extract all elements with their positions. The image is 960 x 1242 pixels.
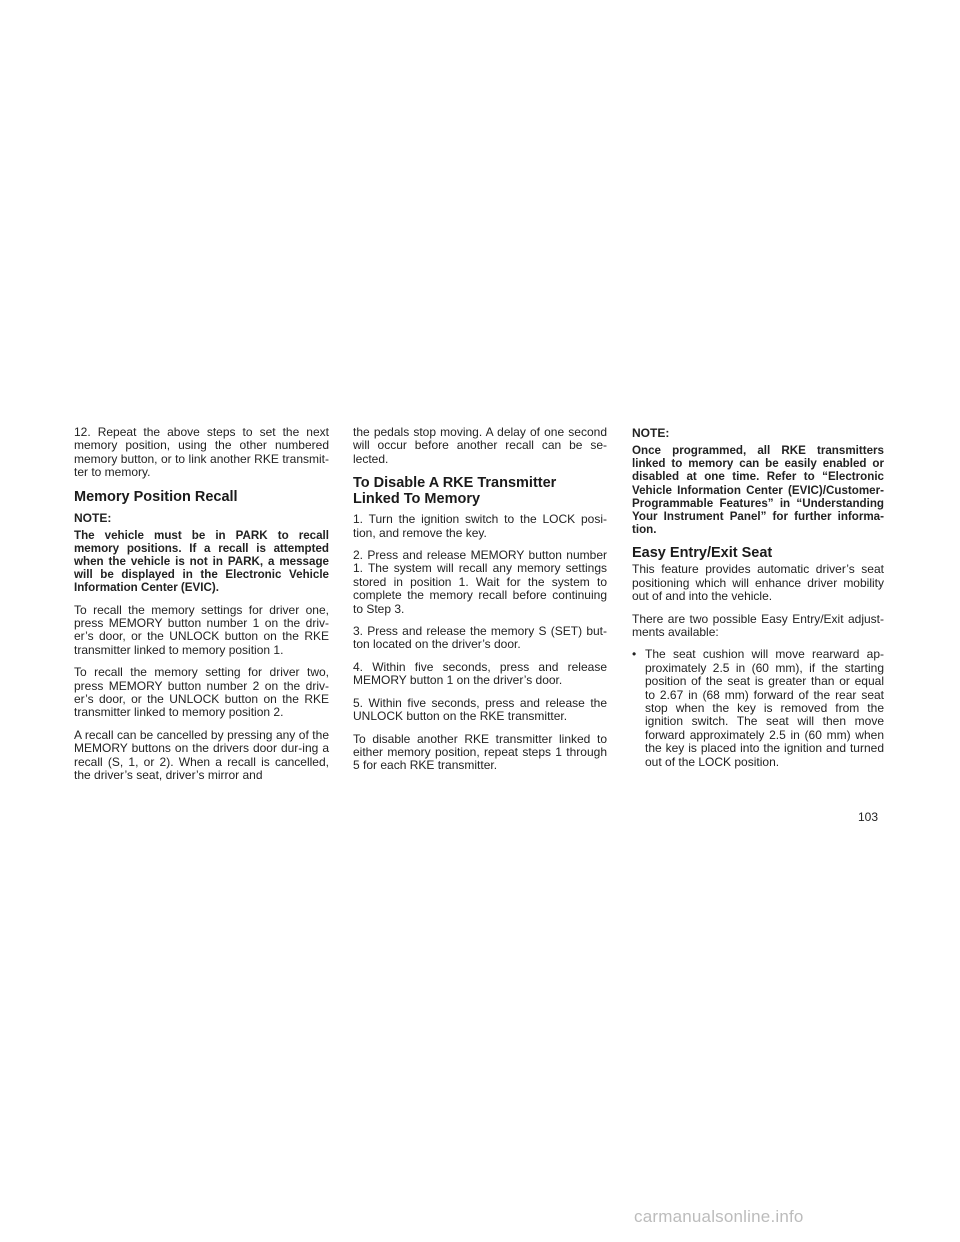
- paragraph-disable-another: To disable another RKE transmitter linked to either memory position, repeat steps 1 through 5 for each RKE transmitter.: [353, 731, 607, 773]
- paragraph-recall-driver-one: To recall the memory settings for driver one, press MEMORY button number 1 on the driv-er’s door, or the UNLOCK button on the RKE transmitter linked to memory position 1.: [74, 602, 329, 657]
- step-4: 4. Within five seconds, press and release MEMORY button 1 on the driver’s door.: [353, 659, 607, 688]
- paragraph-two-adjustments: There are two possible Easy Entry/Exit adjust-ments available:: [632, 611, 884, 640]
- column-right: [632, 426, 884, 778]
- column-middle: [353, 426, 607, 782]
- bullet-seat-cushion: [632, 648, 884, 769]
- heading-line-1: To Disable A RKE Transmitter: [353, 475, 557, 492]
- heading-line-2: Linked To Memory: [353, 491, 481, 508]
- paragraph-pedals-stop: the pedals stop moving. A delay of one second will occur before another recall can be se-lected.: [353, 425, 607, 466]
- bullet-dot-icon: •: [632, 647, 637, 662]
- step-3: 3. Press and release the memory S (SET) but-ton located on the driver’s door.: [353, 624, 607, 652]
- step-2: 2. Press and release MEMORY button number 1. The system will recall any memory settings stored in position 1. Wait for the system to complete the memory recall before continuing to Step 3.: [353, 548, 607, 616]
- paragraph-repeat-steps: 12. Repeat the above steps to set the next memory position, using the other numbered memory button, or to link another RKE transmit-ter to memory.: [74, 425, 329, 480]
- step-1: 1. Turn the ignition switch to the LOCK posi-tion, and remove the key.: [353, 512, 607, 540]
- note-label: NOTE:: [74, 510, 112, 525]
- paragraph-recall-driver-two: To recall the memory setting for driver two, press MEMORY button number 2 on the driv-er’s door, or the UNLOCK button on the RKE transmitter linked to memory position 2.: [74, 665, 329, 720]
- watermark-logo: carmanualsonline.info: [634, 1207, 804, 1226]
- page-number: 103: [858, 810, 879, 824]
- note-park-recall: The vehicle must be in PARK to recall memory positions. If a recall is attempted when the vehicle is not in PARK, a message will be displayed in the Electronic Vehicle Information Center (EVIC).: [74, 528, 329, 595]
- column-left: [74, 426, 329, 792]
- heading-disable-rke-transmitter: [353, 475, 607, 507]
- note-programmed-transmitters: Once programmed, all RKE transmitters linked to memory can be easily enabled or disabled at one time. Refer to “Electronic Vehicle Information Center (EVIC)/Customer-Programmable Features” in “Understanding Your Instrument Panel” for further informa-tion.: [632, 444, 884, 537]
- note-label: NOTE:: [632, 426, 670, 440]
- bullet-text: The seat cushion will move rearward ap-proximately 2.5 in (60 mm), if the starting position of the seat is greater than or equal to 2.67 in (68 mm) forward of the rear seat stop when the key is removed from the ignition switch. The seat will then move forward approximately 2.5 in (60 mm) when the key is placed into the ignition and turned out of the LOCK position.: [645, 647, 884, 769]
- heading-easy-entry-exit-seat: Easy Entry/Exit Seat: [632, 545, 773, 562]
- paragraph-feature-description: This feature provides automatic driver’s seat positioning which will enhance driver mobility out of and into the vehicle.: [632, 562, 884, 604]
- step-5: 5. Within five seconds, press and release the UNLOCK button on the RKE transmitter.: [353, 695, 607, 724]
- paragraph-recall-cancel: A recall can be cancelled by pressing any of the MEMORY buttons on the drivers door dur-ing a recall (S, 1, or 2). When a recall is cancelled, the driver’s seat, driver’s mirror and: [74, 727, 329, 783]
- heading-memory-position-recall: Memory Position Recall: [74, 488, 238, 505]
